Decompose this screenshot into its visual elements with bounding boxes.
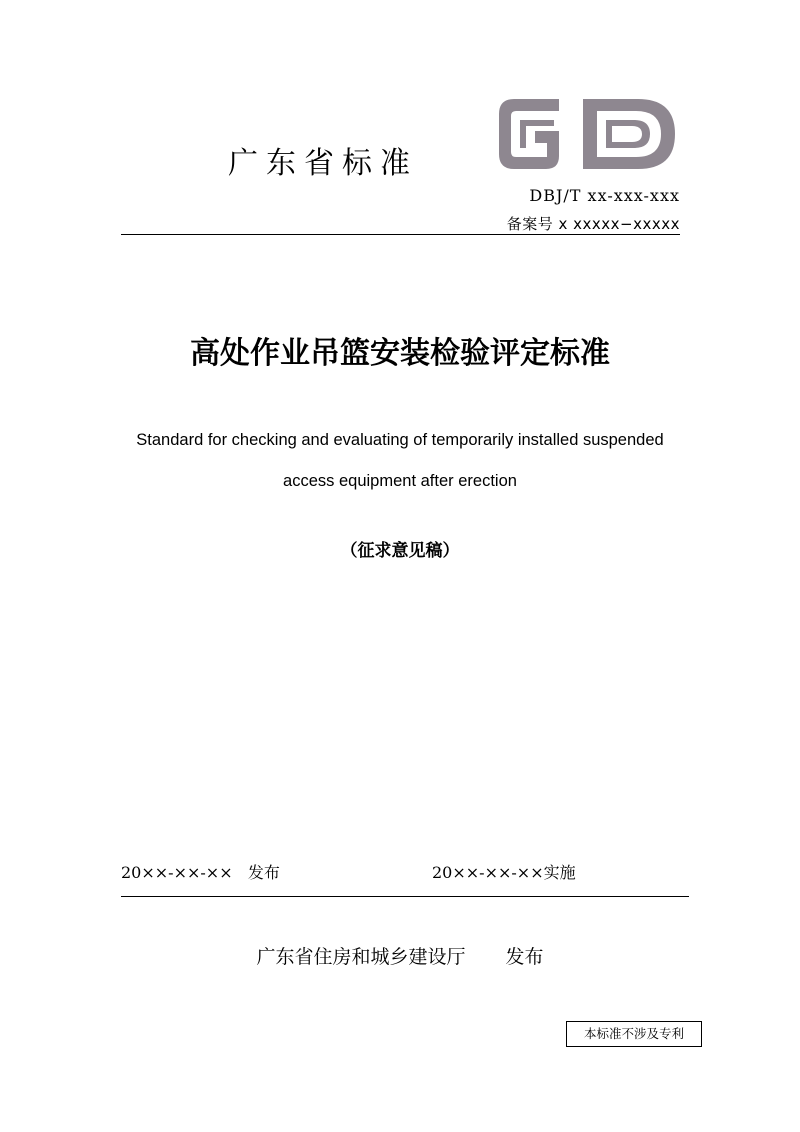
issuer-action: 发布 [505,946,544,968]
patent-notice-box: 本标准不涉及专利 [566,1021,702,1047]
standard-type-heading: 广东省标准 [228,146,418,181]
document-title-english [60,420,740,502]
document-title-chinese: 高处作业吊篮安装检验评定标准 [190,336,610,371]
english-title-line-1: Standard for checking and evaluating of temporarily installed suspended [136,431,664,449]
issue-date: 20××-××-×× 发布 [121,863,280,882]
implementation-date: 20××-××-××实施 [432,863,576,882]
gd-logo [494,92,680,176]
issuer-name: 广东省住房和城乡建设厅 [256,946,466,968]
standard-code: DBJ/T xx-xxx-xxx [529,186,680,205]
english-title-line-2: access equipment after erection [283,472,517,490]
footer-divider [121,896,689,897]
record-number: 备案号 x xxxxx−xxxxx [506,215,680,233]
header-divider [121,234,680,235]
issuing-authority [0,942,800,969]
draft-status: （征求意见稿） [340,541,460,561]
